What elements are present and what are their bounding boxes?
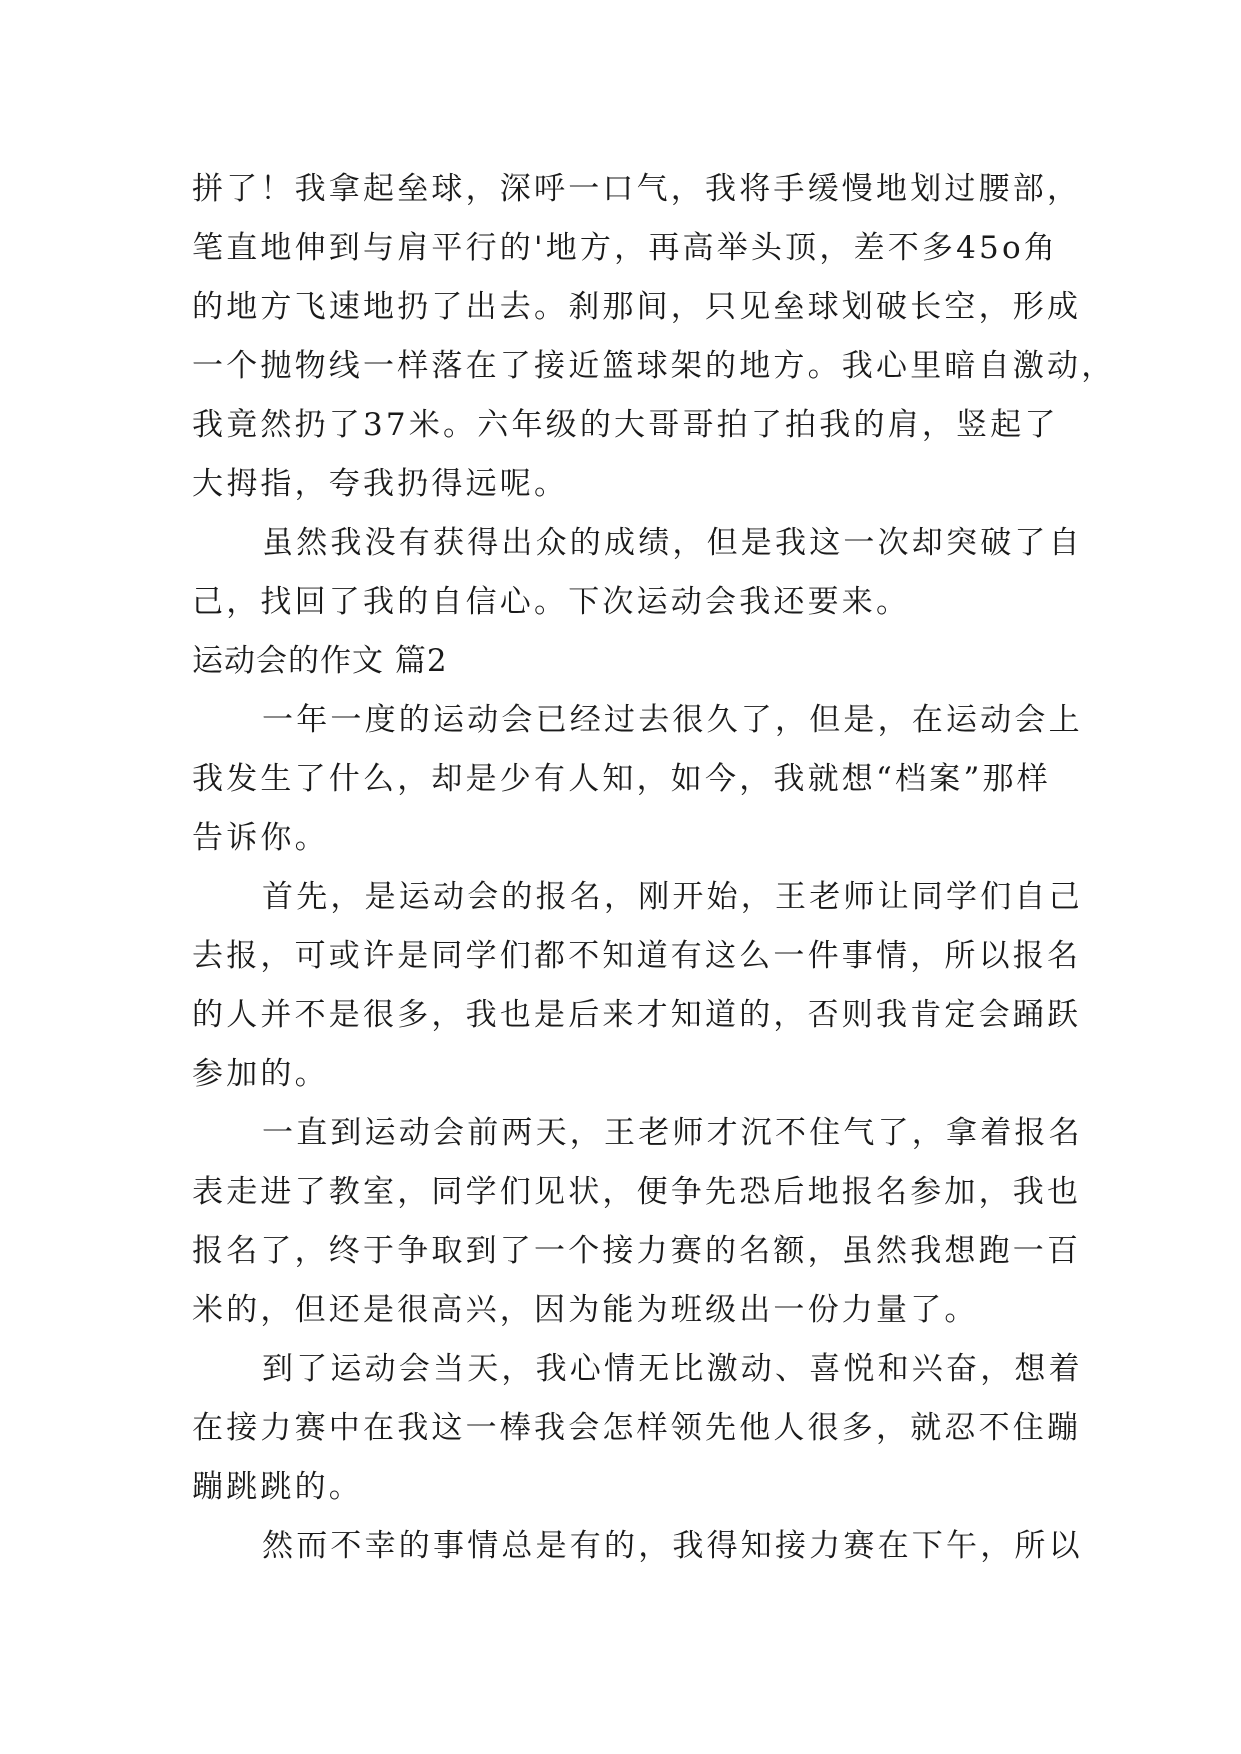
document-body bbox=[192, 160, 1116, 1576]
text-line: 表走进了教室，同学们见状，便争先恐后地报名参加，我也 bbox=[192, 1174, 1082, 1210]
paragraph-start-line: 一直到运动会前两天，王老师才沉不住气了，拿着报名 bbox=[262, 1115, 1083, 1151]
text-line: 报名了，终于争取到了一个接力赛的名额，虽然我想跑一百 bbox=[192, 1233, 1082, 1269]
text-line: 拼了！我拿起垒球，深呼一口气，我将手缓慢地划过腰部， bbox=[192, 171, 1082, 207]
text-line: 米的，但还是很高兴，因为能为班级出一份力量了。 bbox=[192, 1292, 979, 1328]
paragraph-start-line: 虽然我没有获得出众的成绩，但是我这一次却突破了自 bbox=[262, 525, 1083, 561]
section-heading: 运动会的作文 篇2 bbox=[192, 643, 448, 679]
text-line: 的人并不是很多，我也是后来才知道的，否则我肯定会踊跃 bbox=[192, 997, 1082, 1033]
paragraph-start-line: 到了运动会当天，我心情无比激动、喜悦和兴奋，想着 bbox=[262, 1351, 1083, 1387]
text-line: 一个抛物线一样落在了接近篮球架的地方。我心里暗自激动， bbox=[192, 348, 1116, 384]
text-line: 在接力赛中在我这一棒我会怎样领先他人很多，就忍不住蹦 bbox=[192, 1410, 1082, 1446]
text-line: 笔直地伸到与肩平行的'地方，再高举头顶，差不多45o角 bbox=[192, 230, 1059, 266]
text-line: 我竟然扔了37米。六年级的大哥哥拍了拍我的肩，竖起了 bbox=[192, 407, 1059, 443]
text-line: 的地方飞速地扔了出去。刹那间，只见垒球划破长空，形成 bbox=[192, 289, 1082, 325]
text-line: 大拇指，夸我扔得远呢。 bbox=[192, 466, 569, 502]
paragraph-start-line: 首先，是运动会的报名，刚开始，王老师让同学们自己 bbox=[262, 879, 1083, 915]
paragraph-start-line: 然而不幸的事情总是有的，我得知接力赛在下午，所以 bbox=[262, 1528, 1083, 1564]
text-line: 去报，可或许是同学们都不知道有这么一件事情，所以报名 bbox=[192, 938, 1082, 974]
text-line: 告诉你。 bbox=[192, 820, 329, 856]
text-line: 我发生了什么，却是少有人知，如今，我就想“档案”那样 bbox=[192, 761, 1051, 797]
paragraph-start-line: 一年一度的运动会已经过去很久了，但是，在运动会上 bbox=[262, 702, 1083, 738]
text-line: 蹦跳跳的。 bbox=[192, 1469, 363, 1505]
text-line: 参加的。 bbox=[192, 1056, 329, 1092]
text-line: 己，找回了我的自信心。下次运动会我还要来。 bbox=[192, 584, 911, 620]
